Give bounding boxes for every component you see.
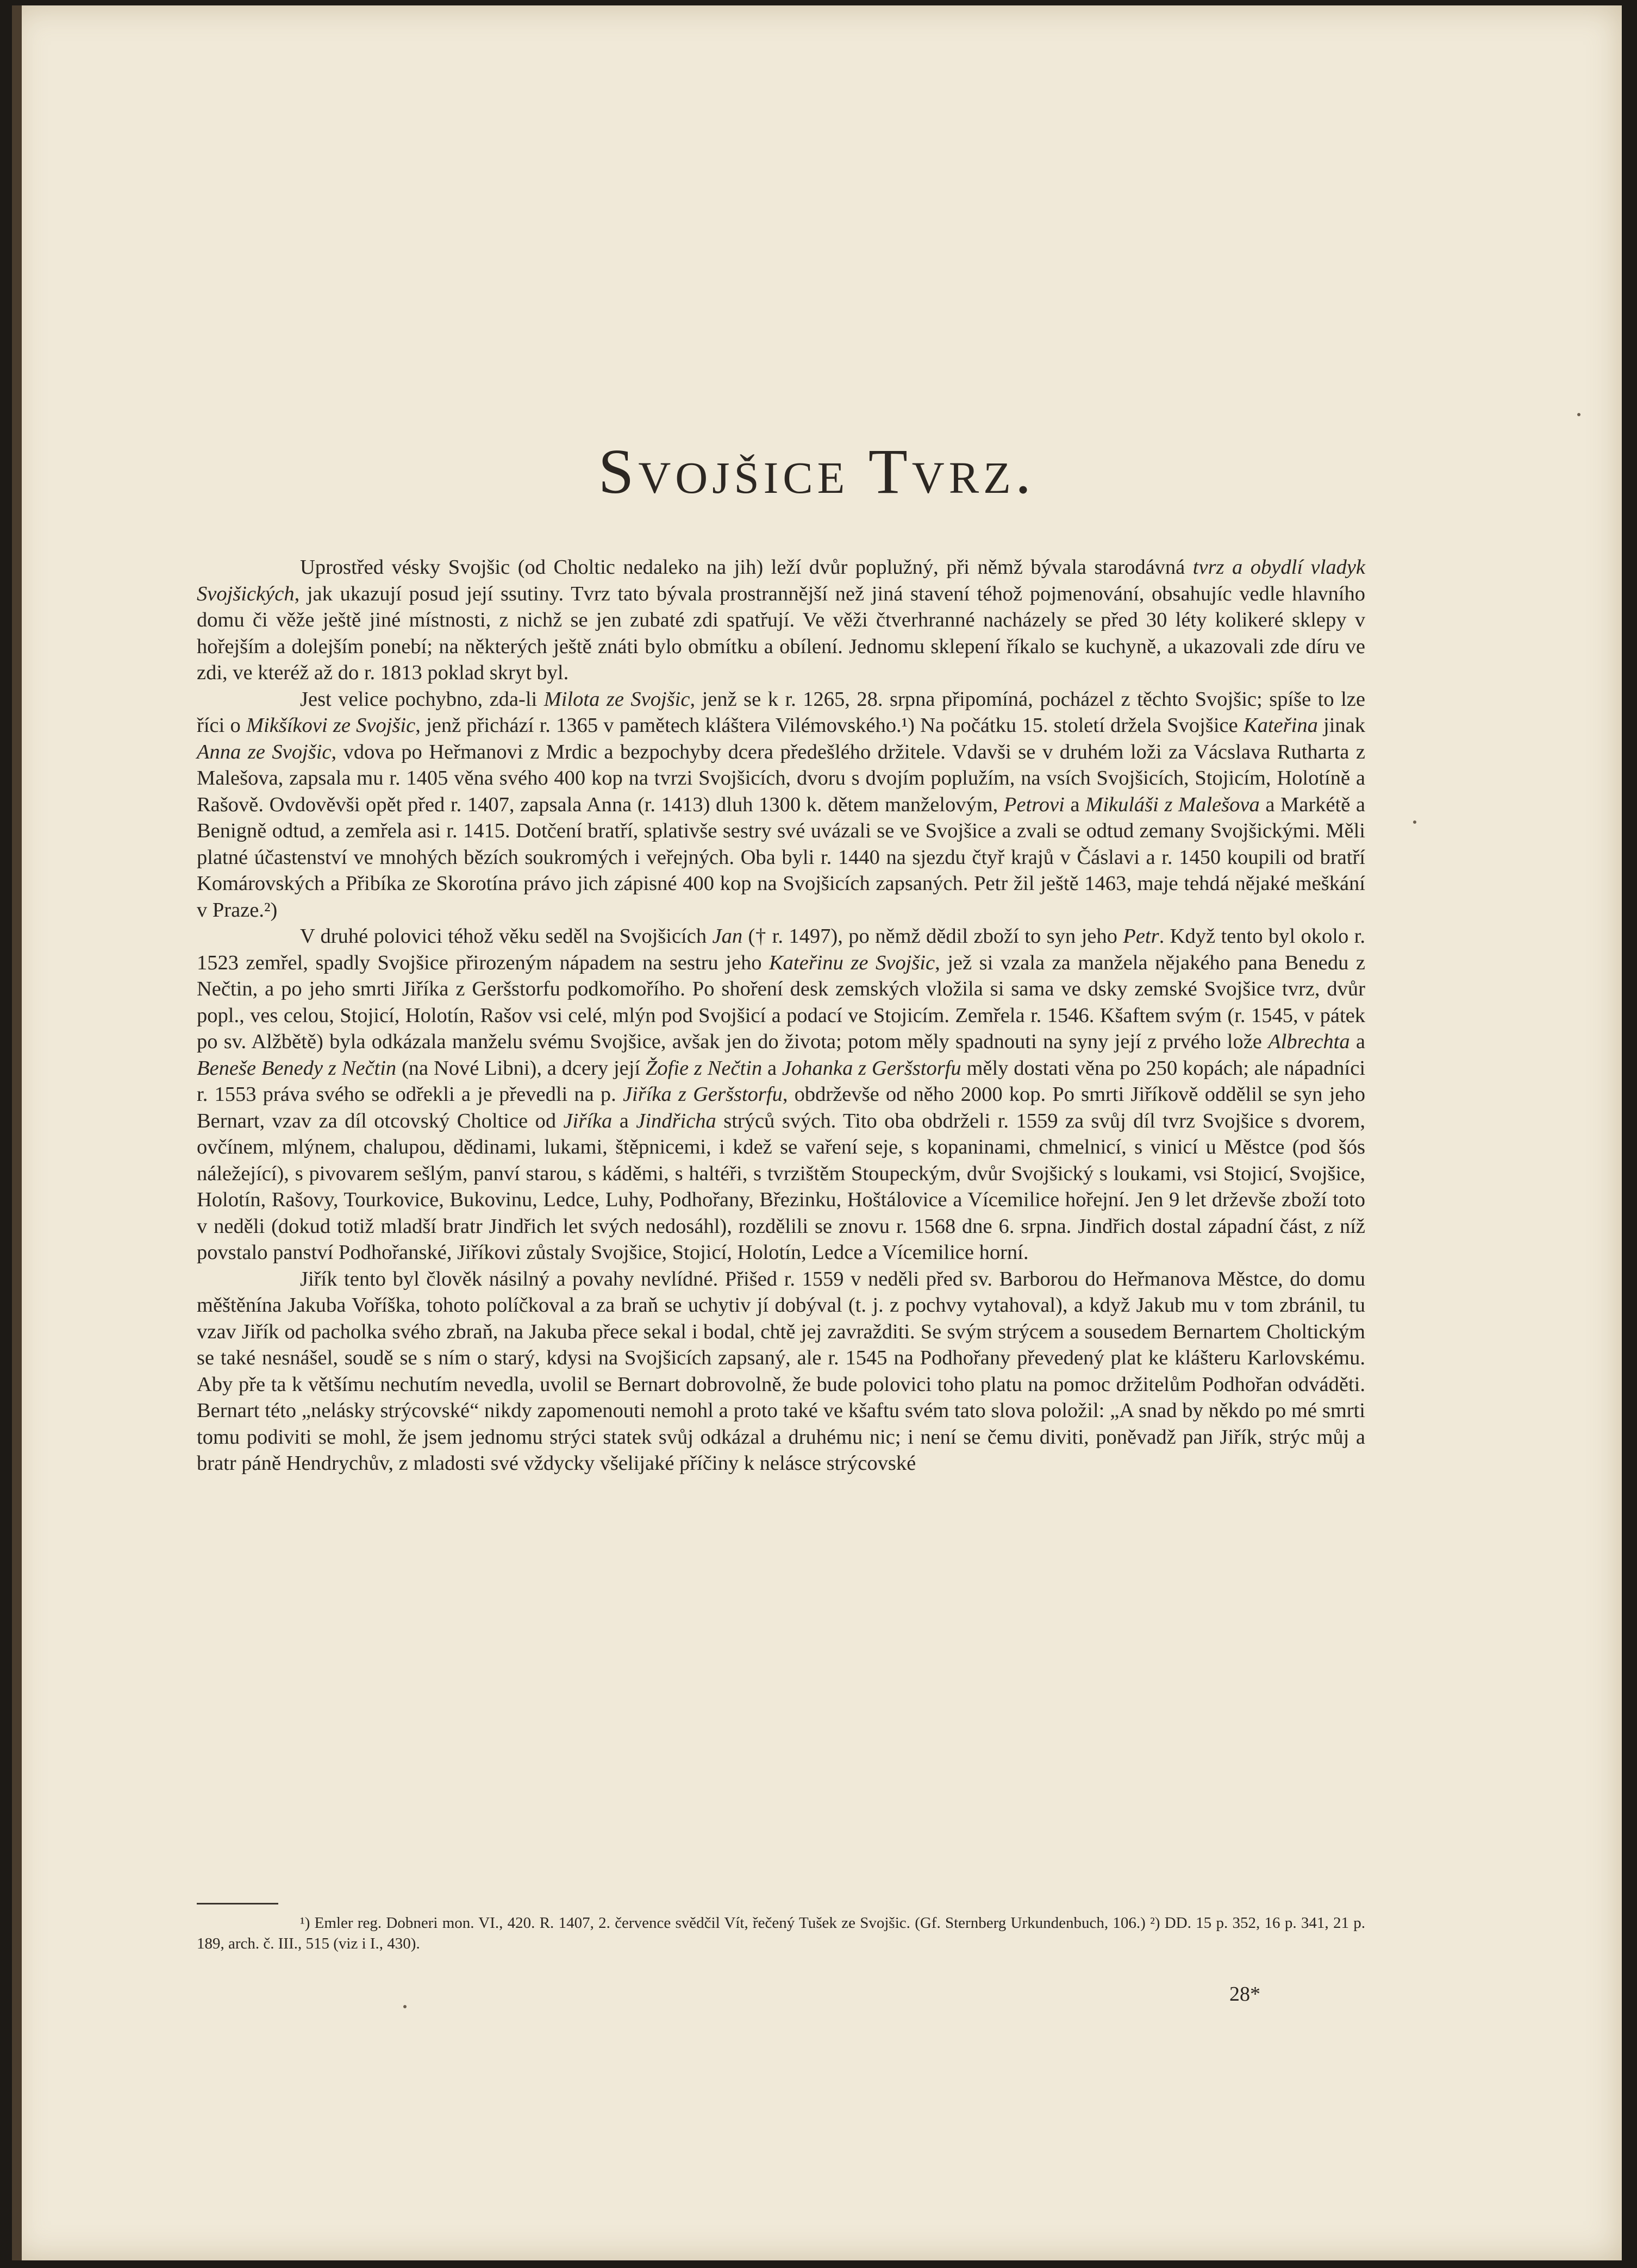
text-run: a	[612, 1109, 636, 1132]
page-title: Svojšice Tvrz.	[598, 436, 1036, 507]
italic-text: Kateřinu ze Svojšic	[768, 951, 935, 974]
italic-text: Beneše Benedy z Nečtin	[197, 1056, 397, 1080]
italic-text: Jindřicha	[636, 1109, 716, 1132]
print-speck	[403, 2005, 407, 2008]
footnotes	[197, 1913, 1365, 1954]
italic-text: Jiříka	[563, 1109, 613, 1132]
print-speck	[1577, 413, 1580, 416]
text-run: (na Nové Libni), a dcery její	[396, 1056, 646, 1080]
text-run: , jak ukazují posud její ssutiny. Tvrz tato bývala prostrannější než jiná stavení téhož pojmenování, obsahujíc vedle hlavního domu či věže ještě jiné místnosti, z nichž se jen zubaté zdi spatřují. Ve věži čtverhranné nacházely se před 30 léty kolikeré sklepy v hořejším a dolejším ponebí; na některých ještě znáti bylo obmítku a obílení. Jednomu sklepení říkalo se kuchyně, a ukazovali zde díru ve zdi, ve kteréž až do r. 1813 poklad skryt byl.	[197, 582, 1365, 684]
italic-text: Albrechta	[1268, 1030, 1350, 1053]
text-run: měly dostati věna po 250 kopách; ale nápadníci r. 1553 práva svého se odřekli a je převedli na p.	[197, 1056, 1366, 1106]
text-run: , jenž se k r. 1265, 28. srpna připomíná, pocházel z těchto Svojšic; spíše to lze říci o	[197, 687, 1365, 737]
text-run: , jež si vzala za manžela nějakého pana Benedu z Nečtin, a po jeho smrti Jiříka z Geršstorfu podkomořího. Po shoření desk zemských vložila si sama ve dsky zemské Svojšice tvrz, dvůr popl., ves celou, Stojicí, Holotín, Rašov vsi celé, mlýn pod Svojšicí a podací ve Stojicím. Zemřela r. 1546. Kšaftem svým (r. 1545, v pátek po sv. Alžbětě) byla odkázala manželu svému Svojšice, avšak jen do života; potom měly spadnouti na syny její z prvého lože	[197, 951, 1365, 1053]
paragraph	[197, 1266, 1365, 1477]
text-run: , obdrževše od něho 2000 kop. Po smrti Jiříkově oddělil se syn jeho Bernart, vzav za díl otcovský Choltice od	[197, 1083, 1365, 1132]
binding-edge	[12, 5, 22, 2260]
italic-text: Jan	[712, 925, 743, 948]
italic-text: Johanka z Geršstorfu	[782, 1056, 961, 1080]
text-run: a Markétě a Benigně odtud, a zemřela asi r. 1415. Dotčení bratří, splativše sestry své uvázali se ve Svojšice a zvali se odtud zemany Svojšickými. Měli platné účastenství ve mnohých bězích soukromých i veřejných. Oba byli r. 1440 na sjezdu čtyř krajů v Čáslavi a r. 1450 koupili od bratří Komárovských a Přibíka ze Skorotína právo jich zápisné 400 kop na Svojšicích zapsaných. Petr žil ještě 1463, maje tehdá nějaké meškání v Praze.²)	[197, 793, 1365, 922]
italic-text: Petr	[1123, 925, 1159, 948]
italic-text: Milota ze Svojšic	[543, 687, 690, 711]
text-run: jinak	[1317, 714, 1366, 737]
page-number: 28*	[1229, 1983, 1260, 2006]
text-run: († r. 1497), po němž dědil zboží to syn jeho	[742, 925, 1123, 948]
text-run: Uprostřed vésky Svojšic (od Choltic nedaleko na jih) leží dvůr poplužný, při němž bývala starodávná	[300, 556, 1193, 579]
text-run: strýců svých. Tito oba obdrželi r. 1559 za svůj díl tvrz Svojšice s dvorem, ovčínem, mlýnem, chalupou, dědinami, lukami, štěpnicemi, i kdež se vaření seje, s kopaninami, chmelnicí, s vinicí u Městce (pod šós náležející), s pivovarem sešlým, panví starou, s káděmi, s haltéři, s tvrzištěm Stoupeckým, dvůr Svojšický s loukami, vsi Stojicí, Svojšice, Holotín, Rašovy, Tourkovice, Bukovinu, Ledce, Luhy, Podhořany, Březinku, Hoštálovice a Vícemilice hořejní. Jen 9 let drževše zboží toto v neděli (dokud totiž mladší bratr Jindřich let svých nedosáhl), rozdělili se znovu r. 1568 dne 6. srpna. Jindřich dostal západní část, z níž povstalo panství Podhořanské, Jiříkovi zůstaly Svojšice, Stojicí, Holotín, Ledce a Vícemilice horní.	[197, 1109, 1365, 1264]
paragraph	[197, 554, 1365, 686]
text-run: Jiřík tento byl člověk násilný a povahy nevlídné. Přišed r. 1559 v neděli před sv. Barborou do Heřmanova Městce, do domu měštěnína Jakuba Voříška, tohoto políčkoval a za braň se uchytiv jí dobýval (t. j. z pochvy vytahoval), a když Jakub mu v tom zbránil, tu vzav Jiřík od pacholka svého zbraň, na Jakuba přece sekal i bodal, chtě jej zavražditi. Se svým strýcem a sousedem Bernartem Choltickým se také nesnášel, soudě se s ním o starý, kdysi na Svojšicích zapsaný, ale r. 1545 na Podhořany převedený plat ke klášteru Karlovskému. Aby pře ta k většímu nechutím nevedla, uvolil se Bernart dobrovolně, že bude polovici toho platu na pomoc držitelům Podhořan odváděti. Bernart této „nelásky strýcovské“ nikdy zapomenouti nemohl a proto také ve kšaftu svém tato slova položil: „A snad by někdo po mé smrti tomu podiviti se mohl, že jsem jednomu strýci statek svůj odkázal a druhému nic; i není se čemu diviti, poněvadž pan Jiřík, strýc můj a bratr páně Hendrychův, z mladosti své vždycky všelijaké příčiny k nelásce strýcovské	[197, 1267, 1365, 1475]
italic-text: Jiříka z Geršstorfu	[622, 1083, 783, 1106]
text-run: Jest velice pochybno, zda-li	[300, 687, 544, 711]
text-run: , jenž přichází r. 1365 v pamětech kláštera Vilémovského.¹) Na počátku 15. století držela Svojšice	[415, 714, 1244, 737]
italic-text: Kateřina	[1243, 714, 1318, 737]
italic-text: Petrovi	[1003, 793, 1065, 816]
book-page	[12, 5, 1622, 2260]
footnote-text: ¹) Emler reg. Dobneri mon. VI., 420. R. 1407, 2. července svědčil Vít, řečený Tušek ze Svojšic. (Gf. Sternberg Urkundenbuch, 106.) ²) DD. 15 p. 352, 16 p. 341, 21 p. 189, arch. č. III., 515 (viz i I., 430).	[197, 1914, 1365, 1952]
italic-text: Mikšíkovi ze Svojšic	[246, 714, 416, 737]
italic-text: Žofie z Nečtin	[645, 1056, 763, 1080]
italic-text: tvrz a obydlí vladyk Svojšických	[197, 556, 1365, 605]
footnote-rule	[197, 1903, 278, 1904]
paragraph	[197, 686, 1365, 924]
text-run: a	[762, 1056, 782, 1080]
paragraph	[197, 923, 1365, 1266]
print-speck	[1413, 820, 1416, 824]
text-run: a	[1064, 793, 1086, 816]
text-run: V druhé polovici téhož věku seděl na Svojšicích	[300, 925, 713, 948]
body-text	[197, 554, 1365, 1477]
text-run: a	[1349, 1030, 1366, 1053]
text-run: , vdova po Heřmanovi z Mrdic a bezpochyby dcera předešlého držitele. Vdavši se v druhém loži za Vácslava Rutharta z Malešova, zapsala mu r. 1405 věna svého 400 kop na tvrzi Svojšicích, dvoru s dvojím poplužím, na vsích Svojšicích, Stojicím, Holotíně a Rašově. Ovdověvši opět před r. 1407, zapsala Anna (r. 1413) dluh 1300 k. dětem manželovým,	[197, 740, 1366, 816]
italic-text: Anna ze Svojšic	[197, 740, 332, 763]
text-run: . Když tento byl okolo r. 1523 zemřel, spadly Svojšice přirozeným nápadem na sestru jeho	[197, 925, 1365, 974]
italic-text: Mikuláši z Malešova	[1085, 793, 1260, 816]
